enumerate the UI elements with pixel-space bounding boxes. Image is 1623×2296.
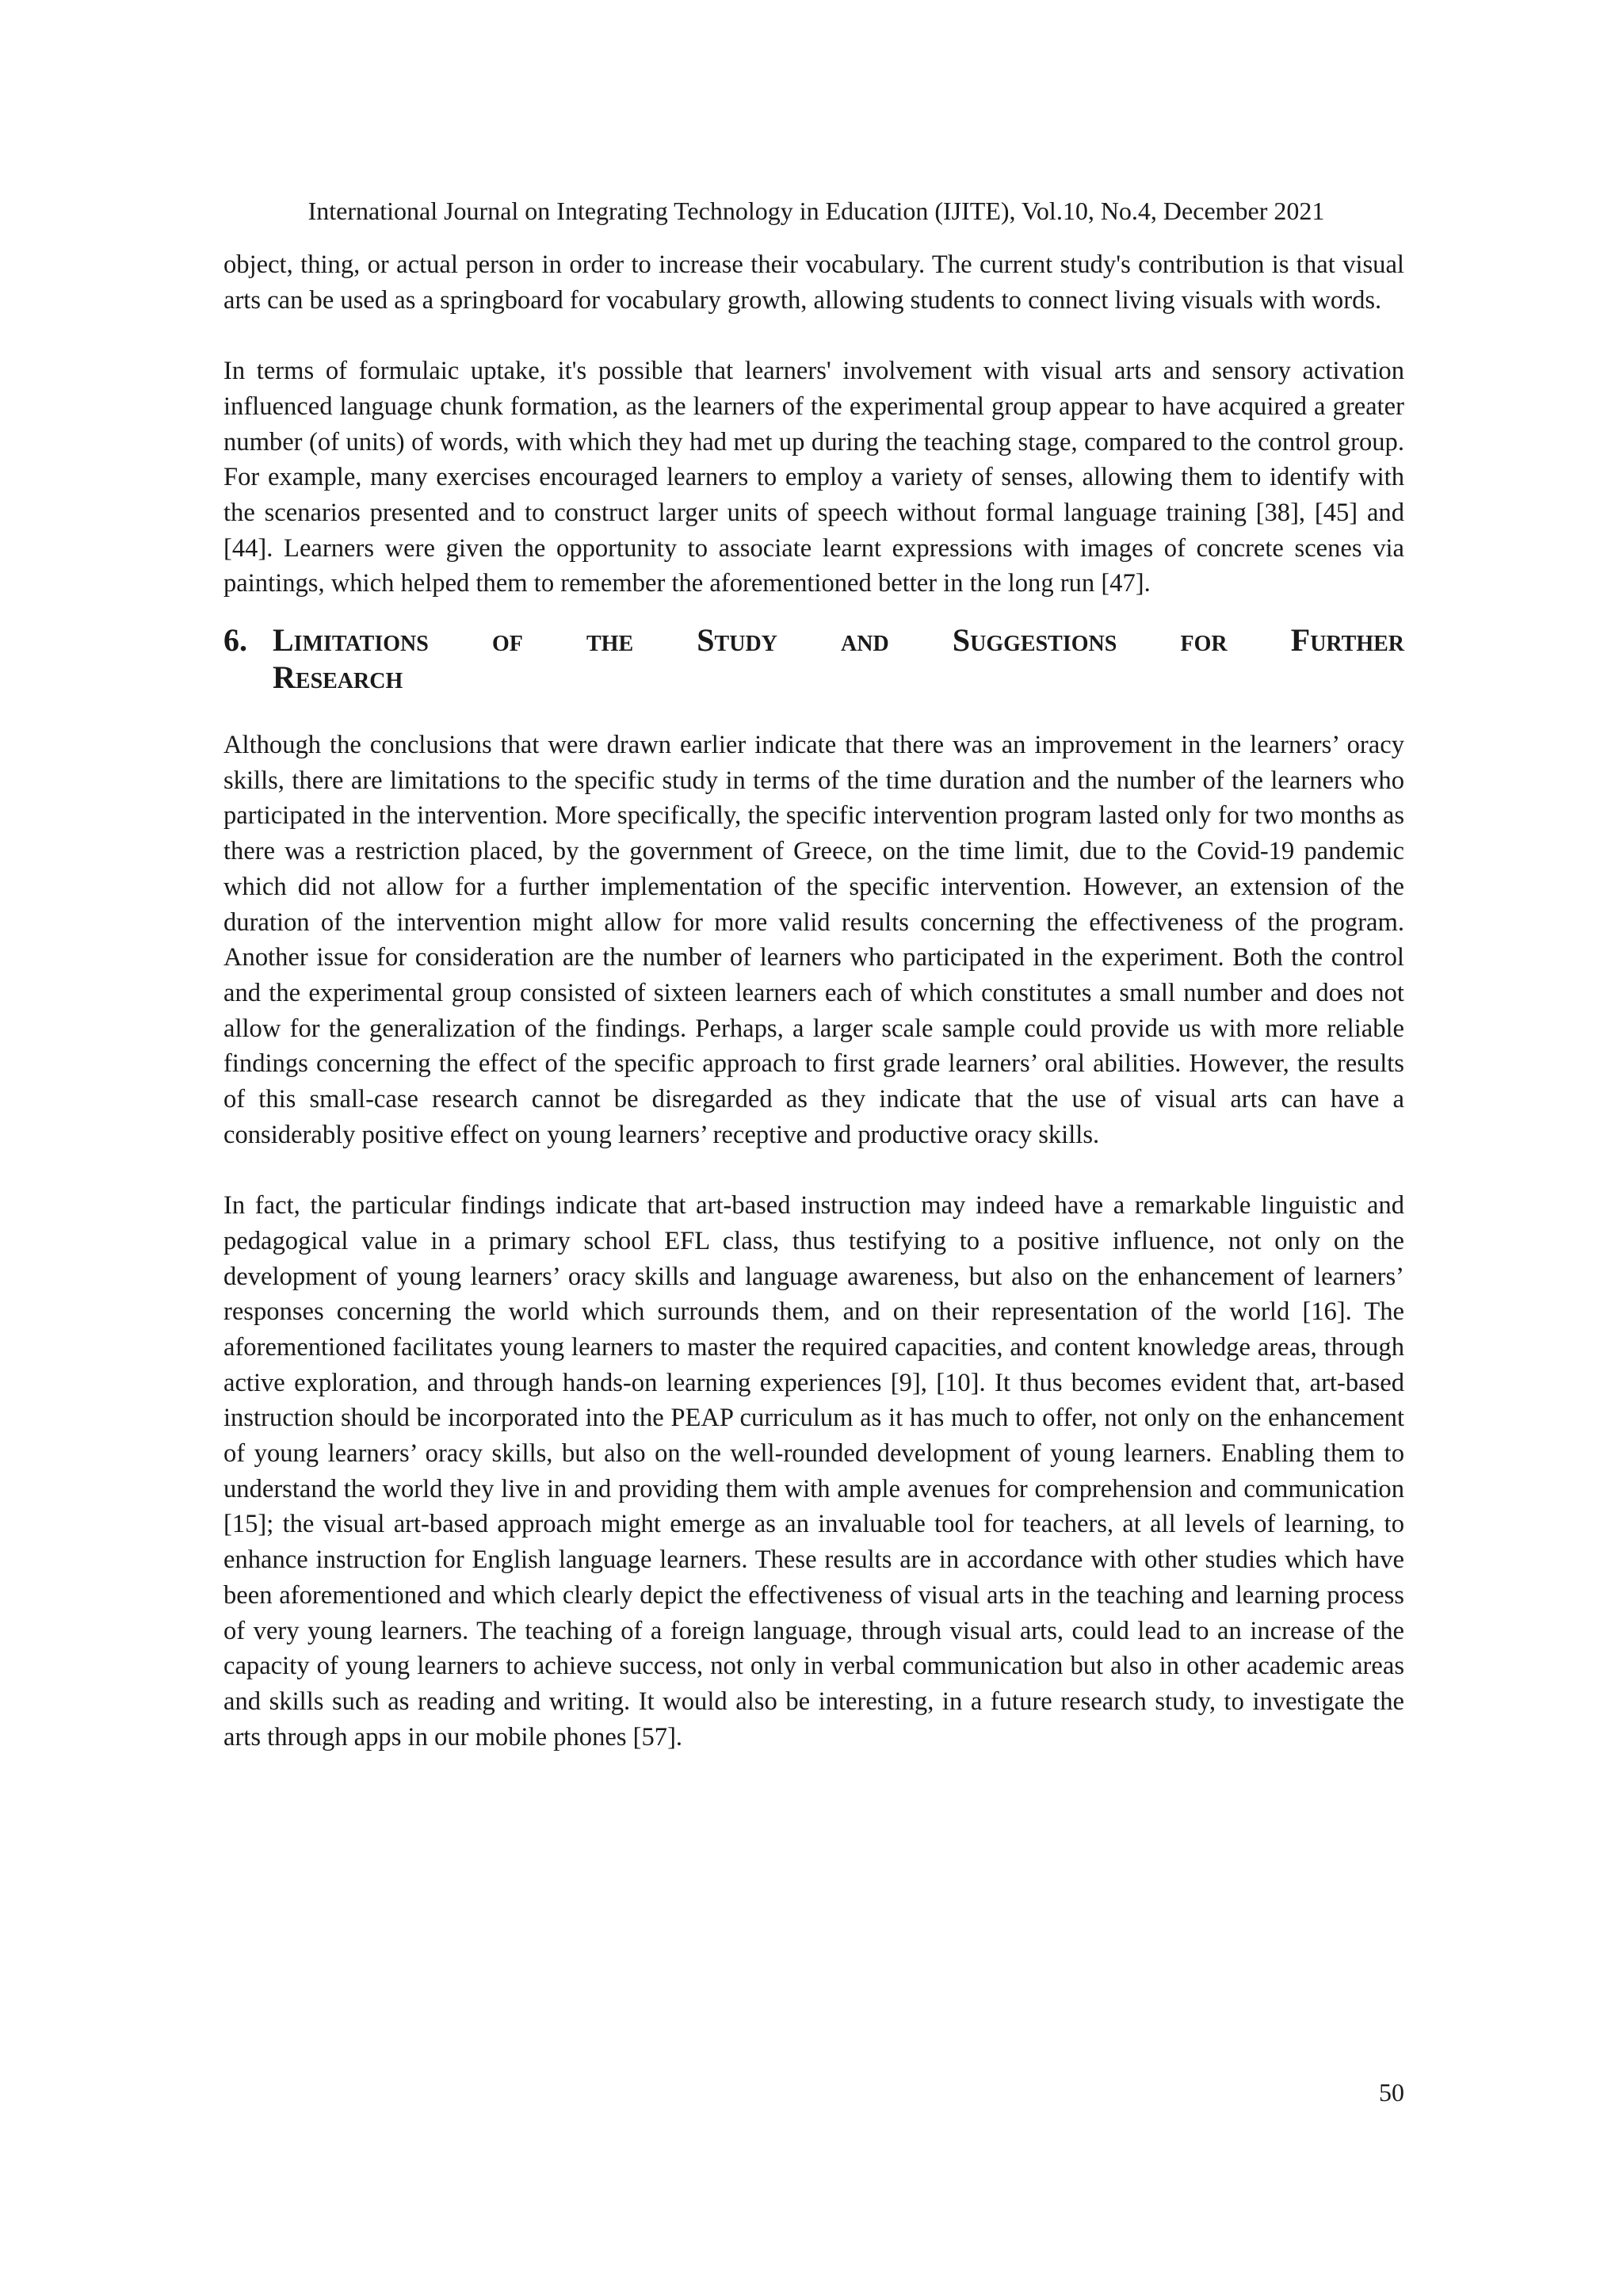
running-header: International Journal on Integrating Technology in Education (IJITE), Vol.10, No.4, December 2021 [307,197,1325,225]
paragraph-limitations: Although the conclusions that were drawn earlier indicate that there was an improvement in the learners’ oracy skills, there are limitations to the specific study in terms of the time duration and the number of the learners who participated in the intervention. More specifically, the specific intervention program lasted only for two months as there was a restriction placed, by the government of Greece, on the time limit, due to the Covid-19 pandemic which did not allow for a further implementation of the specific intervention. However, an extension of the duration of the intervention might allow for more valid results concerning the effectiveness of the program. Another issue for consideration are the number of learners who participated in the experiment. Both the control and the experimental group consisted of sixteen learners each of which constitutes a small number and does not allow for the generalization of the findings. Perhaps, a larger scale sample could provide us with more reliable findings concerning the effect of the specific approach to first grade learners’ oral abilities. However, the results of this small-case research cannot be disregarded as they indicate that the use of visual arts can have a considerably positive effect on young learners’ receptive and productive oracy skills. [223,731,1404,1149]
body-text [223,247,1404,1755]
paragraph-gap [223,1152,1404,1188]
section-title [273,621,1404,696]
page-number: 50 [1379,2078,1404,2107]
paragraph-continuation: object, thing, or actual person in order to increase their vocabulary. The current study's contribution is that visual arts can be used as a springboard for vocabulary growth, allowing students to connect living visuals with words. [223,250,1404,315]
section-title-line2: Research [273,659,403,696]
section-title-line1: Limitations of the Study and Suggestions for Further [273,622,1404,659]
section-heading [223,621,1404,696]
paragraph-formulaic-uptake: In terms of formulaic uptake, it's possible that learners' involvement with visual arts and sensory activation influenced language chunk formation, as the learners of the experimental group appear to have acquired a greater number (of units) of words, with which they had met up during the teaching stage, compared to the control group. For example, many exercises encouraged learners to employ a variety of senses, allowing them to identify with the scenarios presented and to construct larger units of speech without formal language training [38], [45] and [44]. Learners were given the opportunity to associate learnt expressions with images of concrete scenes via paintings, which helped them to remember the aforementioned better in the long run [47]. [223,357,1404,598]
paragraph-gap [223,318,1404,353]
section-number: 6. [223,622,247,659]
paragraph-findings: In fact, the particular findings indicate that art-based instruction may indeed have a remarkable linguistic and pedagogical value in a primary school EFL class, thus testifying to a positive influence, not only on the development of young learners’ oracy skills and language awareness, but also on the enhancement of learners’ responses concerning the world which surrounds them, and on their representation of the world [16]. The aforementioned facilitates young learners to master the required capacities, and content knowledge areas, through active exploration, and through hands-on learning experiences [9], [10]. It thus becomes evident that, art-based instruction should be incorporated into the PEAP curriculum as it has much to offer, not only on the enhancement of young learners’ oracy skills, but also on the well-rounded development of young learners. Enabling them to understand the world they live in and providing them with ample avenues for comprehension and communication [15]; the visual art-based approach might emerge as an invaluable tool for teachers, at all levels of learning, to enhance instruction for English language learners. These results are in accordance with other studies which have been aforementioned and which clearly depict the effectiveness of visual arts in the teaching and learning process of very young learners. The teaching of a foreign language, through visual arts, could lead to an increase of the capacity of young learners to achieve success, not only in verbal communication but also in other academic areas and skills such as reading and writing. It would also be interesting, in a future research study, to investigate the arts through apps in our mobile phones [57]. [223,1191,1404,1752]
